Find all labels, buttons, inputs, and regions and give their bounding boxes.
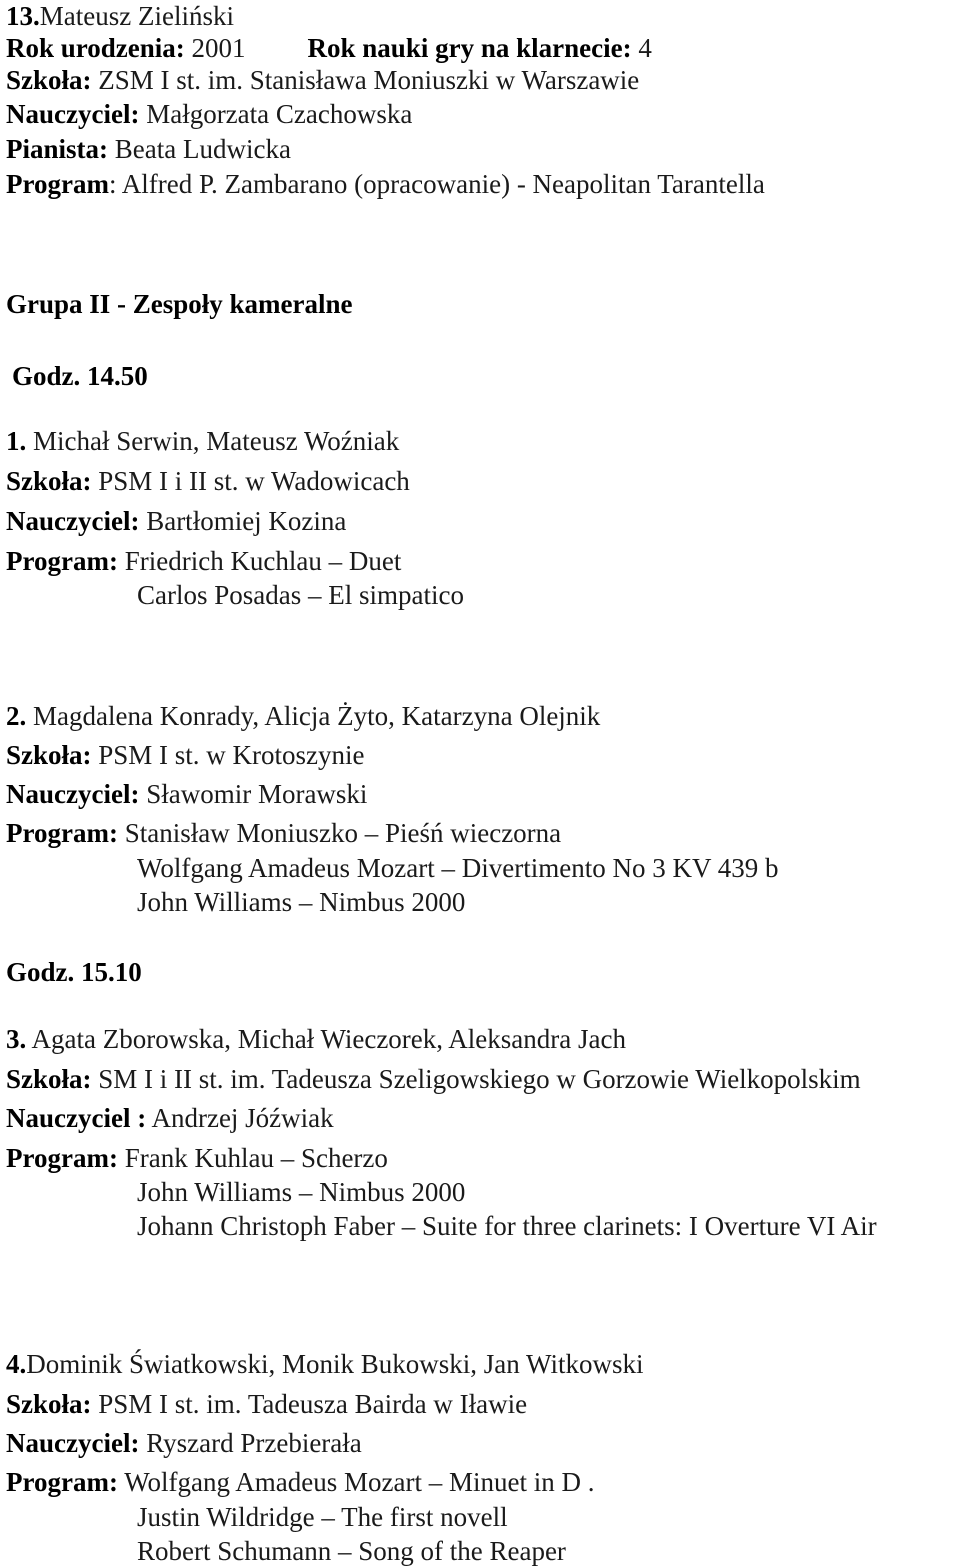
teacher-label: Nauczyciel: — [6, 99, 140, 129]
ensemble-3-members-line — [6, 1023, 626, 1055]
school-label: Szkoła: — [6, 1064, 92, 1094]
teacher-value: Bartłomiej Kozina — [146, 506, 347, 536]
group-heading: Grupa II - Zespoły kameralne — [6, 289, 353, 319]
ensemble-number: 2. — [6, 701, 27, 731]
birth-label: Rok urodzenia: — [6, 33, 185, 63]
ensemble-members: Michał Serwin, Mateusz Woźniak — [33, 426, 400, 456]
teacher-label: Nauczyciel : — [6, 1103, 147, 1133]
pianist-label: Pianista: — [6, 134, 109, 164]
entry-13-program-line — [6, 168, 765, 200]
teacher-label: Nauczyciel: — [6, 779, 140, 809]
ensemble-members: Agata Zborowska, Michał Wieczorek, Aleksandra Jach — [31, 1024, 626, 1054]
program-item: Friedrich Kuchlau – Duet — [124, 546, 402, 576]
time-slot-1: Godz. 14.50 — [12, 361, 148, 391]
ensemble-3-program-line — [6, 1142, 388, 1174]
program-item: John Williams – Nimbus 2000 — [137, 1177, 466, 1207]
ensemble-3-teacher-line — [6, 1102, 334, 1134]
program-item: Johann Christoph Faber – Suite for three clarinets: I Overture VI Air — [137, 1211, 877, 1241]
school-label: Szkoła: — [6, 466, 92, 496]
program-item: Stanisław Moniuszko – Pieśń wieczorna — [124, 818, 562, 848]
ensemble-number: 4. — [6, 1349, 27, 1379]
ensemble-2-members-line — [6, 700, 600, 732]
school-value: PSM I st. w Krotoszynie — [98, 740, 365, 770]
ensemble-members: Dominik Światkowski, Monik Bukowski, Jan Witkowski — [26, 1349, 644, 1379]
ensemble-4-members-line — [6, 1348, 643, 1380]
school-label: Szkoła: — [6, 65, 92, 95]
teacher-label: Nauczyciel: — [6, 1428, 140, 1458]
program-item: Justin Wildridge – The first novell — [137, 1502, 508, 1532]
entry-number: 13. — [6, 1, 40, 31]
program-label: Program — [6, 169, 109, 199]
teacher-value: Małgorzata Czachowska — [146, 99, 413, 129]
ensemble-number: 3. — [6, 1024, 27, 1054]
school-value: PSM I i II st. w Wadowicach — [98, 466, 410, 496]
school-label: Szkoła: — [6, 1389, 92, 1419]
ensemble-number: 1. — [6, 426, 27, 456]
time-slot-2: Godz. 15.10 — [6, 957, 142, 987]
teacher-value: Sławomir Morawski — [146, 779, 368, 809]
school-value: PSM I st. im. Tadeusza Bairda w Iławie — [98, 1389, 528, 1419]
school-value: SM I i II st. im. Tadeusza Szeligowskiego w Gorzowie Wielkopolskim — [98, 1064, 861, 1094]
program-item: Robert Schumann – Song of the Reaper — [137, 1536, 566, 1566]
program-value: : Alfred P. Zambarano (opracowanie) - Neapolitan Tarantella — [108, 169, 765, 199]
ensemble-2-teacher-line — [6, 778, 367, 810]
ensemble-4-program-line — [6, 1466, 594, 1498]
program-item: Carlos Posadas – El simpatico — [137, 580, 464, 610]
ensemble-4-teacher-line — [6, 1427, 362, 1459]
program-label: Program: — [6, 818, 118, 848]
entry-13-teacher-line — [6, 98, 412, 130]
ensemble-2-program-line — [6, 817, 561, 849]
ensemble-1-teacher-line — [6, 505, 346, 537]
teacher-label: Nauczyciel: — [6, 506, 140, 536]
years-value: 4 — [638, 33, 652, 63]
entry-13-name-line — [6, 0, 234, 32]
program-label: Program: — [6, 1143, 118, 1173]
school-label: Szkoła: — [6, 740, 92, 770]
years-label: Rok nauki gry na klarnecie: — [307, 33, 632, 63]
program-label: Program: — [6, 546, 118, 576]
ensemble-4-school-line — [6, 1388, 527, 1420]
entry-13-birth-line — [6, 32, 652, 64]
program-item: John Williams – Nimbus 2000 — [137, 887, 466, 917]
performer-name: Mateusz Zieliński — [39, 1, 234, 31]
ensemble-1-school-line — [6, 465, 410, 497]
ensemble-3-school-line — [6, 1063, 861, 1095]
ensemble-1-program-line — [6, 545, 401, 577]
ensemble-members: Magdalena Konrady, Alicja Żyto, Katarzyna Olejnik — [33, 701, 601, 731]
program-item: Frank Kuhlau – Scherzo — [124, 1143, 388, 1173]
entry-13-school-line — [6, 64, 639, 96]
entry-13-pianist-line — [6, 133, 291, 165]
program-label: Program: — [6, 1467, 118, 1497]
teacher-value: Ryszard Przebierała — [146, 1428, 362, 1458]
pianist-value: Beata Ludwicka — [114, 134, 291, 164]
teacher-value: Andrzej Jóźwiak — [151, 1103, 334, 1133]
birth-value: 2001 — [191, 33, 246, 63]
program-item: Wolfgang Amadeus Mozart – Minuet in D . — [124, 1467, 595, 1497]
ensemble-2-school-line — [6, 739, 365, 771]
school-value: ZSM I st. im. Stanisława Moniuszki w Warszawie — [98, 65, 640, 95]
program-item: Wolfgang Amadeus Mozart – Divertimento No 3 KV 439 b — [137, 853, 779, 883]
ensemble-1-members-line — [6, 425, 399, 457]
